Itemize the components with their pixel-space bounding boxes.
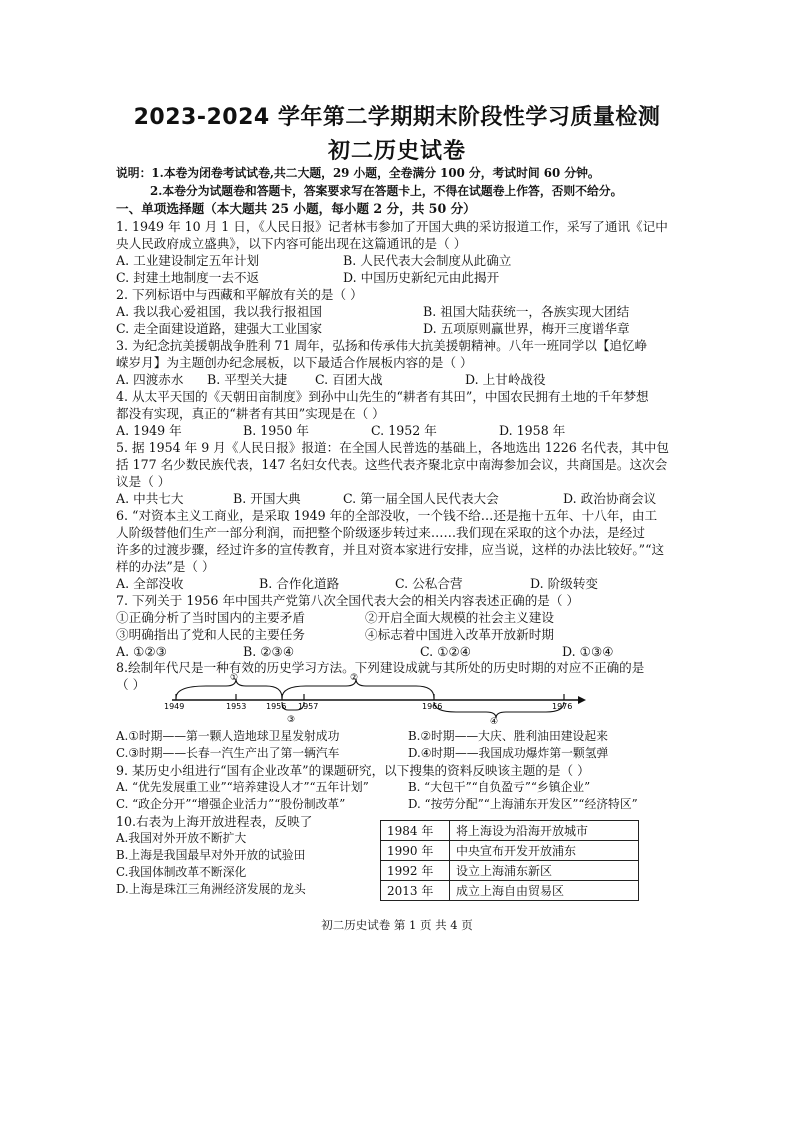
table-row [381,821,639,841]
q7-item-4: ④标志着中国进入改革开放新时期 [365,627,554,642]
q5-option-a: A. 中共七大 [116,491,184,506]
q9-option-b: B. “大包干”“自负盈亏”“乡镇企业” [408,780,591,794]
q8-option-c: C.③时期——长春一汽生产出了第一辆汽车 [116,746,340,760]
q2-option-d: D. 五项原则赢世界，梅开三度谱华章 [423,321,630,336]
q10-stem: 10.右表为上海开放进程表，反映了 [116,814,313,829]
q2-option-b: B. 祖国大陆获统一，各族实现大团结 [423,304,630,319]
q6-stem-line-2: 人阶级替他们生产一部分利润，而把整个阶级逐步转过来……我们现在采取的这个办法，是经过 [116,525,645,540]
timeline-label-1966: 1966 [422,702,443,711]
q8-option-a: A.①时期——第一颗人造地球卫星发射成功 [116,729,340,743]
q10-option-c: C.我国体制改革不断深化 [116,865,247,879]
timeline-label-1956: 1956 [266,702,287,711]
q2-stem: 2. 下列标语中与西藏和平解放有关的是（ ） [116,287,363,302]
q8-stem-line-2: （ ） [116,677,146,692]
q7-option-d: D. ①③④ [562,644,614,659]
q2-option-c: C. 走全面建设道路，建强大工业国家 [116,321,323,336]
section-heading: 一、单项选择题（本大题共 25 小题，每小题 2 分，共 50 分） [116,201,476,216]
q4-option-a: A. 1949 年 [116,423,182,438]
q6-option-c: C. 公私合营 [395,576,463,591]
exam-subtitle: 初二历史试卷 [327,139,466,164]
q1-option-d: D. 中国历史新纪元由此揭开 [343,270,500,285]
q1-stem-line-1: 1. 1949 年 10 月 1 日，《人民日报》记者林韦参加了开国大典的采访报道工作，采写了通讯《记中 [116,219,668,234]
notes-line-2: 2.本卷分为试题卷和答题卡，答案要求写在答题卡上，不得在试题卷上作答，否则不给分。 [150,184,623,198]
page-footer: 初二历史试卷 第 1 页 共 4 页 [321,918,473,932]
q9-stem: 9. 某历史小组进行“国有企业改革”的课题研究，以下搜集的资料反映该主题的是（ ） [116,763,590,778]
table-cell-event: 中央宣布开发开放浦东 [450,841,639,861]
q7-option-c: C. ①②④ [420,644,472,659]
q7-stem: 7. 下列关于 1956 年中国共产党第八次全国代表大会的相关内容表述正确的是（ ） [116,593,580,608]
q5-stem-line-2: 括 177 名少数民族代表，147 名妇女代表。这些代表齐聚北京中南海参加会议，共商国是。这次会 [116,457,668,472]
timeline-ruler [116,672,596,724]
q9-option-c: C. “政企分开”“增强企业活力”“股份制改革” [116,797,346,811]
timeline-label-1976: 1976 [552,702,573,711]
q8-option-d: D.④时期——我国成功爆炸第一颗氢弹 [408,746,609,760]
timeline-label-1953: 1953 [226,702,247,711]
shanghai-opening-table [380,820,639,901]
q6-stem-line-1: 6. “对资本主义工商业，是采取 1949 年的全部没收，一个钱不给…还是拖十五年、十八年，由工 [116,508,658,523]
timeline-mark-4: ④ [490,717,499,724]
q6-stem-line-3: 许多的过渡步骤，经过许多的宣传教育，并且对资本家进行安排，应当说，这样的办法比较好。”“这 [116,542,665,557]
timeline-mark-3: ③ [287,715,296,724]
timeline-mark-1: ① [230,673,239,683]
q6-stem-line-4: 样的办法”是（ ） [116,559,215,574]
q5-stem-line-3: 议是（ ） [116,474,171,489]
timeline-label-1957: 1957 [298,702,319,711]
q1-option-c: C. 封建土地制度一去不返 [116,270,260,285]
q7-item-2: ②开启全面大规模的社会主义建设 [365,610,554,625]
table-row [381,881,639,901]
q8-option-b: B.②时期——大庆、胜利油田建设起来 [408,729,608,743]
q1-stem-line-2: 央人民政府成立盛典》，以下内容可能出现在这篇通讯的是（ ） [116,236,467,251]
q3-option-d: D. 上甘岭战役 [465,372,546,387]
q1-option-b: B. 人民代表大会制度从此确立 [343,253,512,268]
q10-option-a: A.我国对外开放不断扩大 [116,831,247,845]
q10-option-b: B.上海是我国最早对外开放的试验田 [116,848,306,862]
q6-option-a: A. 全部没收 [116,576,184,591]
exam-title: 2023-2024 学年第二学期期末阶段性学习质量检测 [133,105,661,130]
q10-option-d: D.上海是珠江三角洲经济发展的龙头 [116,882,306,896]
table-row [381,841,639,861]
q5-stem-line-1: 5. 据 1954 年 9 月《人民日报》报道：在全国人民普选的基础上，各地选出 1226 名代表，其中包 [116,440,669,455]
q5-option-b: B. 开国大典 [233,491,301,506]
q5-option-c: C. 第一届全国人民代表大会 [343,491,499,506]
q3-option-a: A. 四渡赤水 [116,372,184,387]
q3-stem-line-2: 嵘岁月】为主题创办纪念展板，以下最适合作展板内容的是（ ） [116,355,473,370]
q7-option-a: A. ①②③ [116,644,167,659]
q7-item-3: ③明确指出了党和人民的主要任务 [116,627,305,642]
q2-option-a: A. 我以我心爱祖国，我以我行报祖国 [116,304,323,319]
q7-item-1: ①正确分析了当时国内的主要矛盾 [116,610,305,625]
table-cell-year: 1990 年 [381,841,450,861]
q4-option-b: B. 1950 年 [243,423,309,438]
q4-option-d: D. 1958 年 [499,423,566,438]
q3-stem-line-1: 3. 为纪念抗美援朝战争胜利 71 周年，弘扬和传承伟大抗美援朝精神。八年一班同学以【追忆峥 [116,338,648,353]
q3-option-c: C. 百团大战 [315,372,383,387]
q6-option-b: B. 合作化道路 [259,576,340,591]
table-cell-event: 设立上海浦东新区 [450,861,639,881]
q9-option-a: A. “优先发展重工业”“培养建设人才”“五年计划” [116,780,369,794]
q6-option-d: D. 阶级转变 [530,576,599,591]
table-cell-year: 1984 年 [381,821,450,841]
q9-option-d: D. “按劳分配”“上海浦东开发区”“经济特区” [408,797,638,811]
table-row [381,861,639,881]
q4-stem-line-2: 都没有实现，真正的“耕者有其田”实现是在（ ） [116,406,385,421]
table-cell-event: 成立上海自由贸易区 [450,881,639,901]
q4-stem-line-1: 4. 从太平天国的《天朝田亩制度》到孙中山先生的“耕者有其田”，中国农民拥有土地的千年梦想 [116,389,649,404]
table-cell-event: 将上海设为沿海开放城市 [450,821,639,841]
q3-option-b: B. 平型关大捷 [207,372,288,387]
timeline-label-1949: 1949 [164,702,185,711]
table-cell-year: 2013 年 [381,881,450,901]
q5-option-d: D. 政治协商会议 [563,491,657,506]
q8-stem-line-1: 8.绘制年代尺是一种有效的历史学习方法。下列建设成就与其所处的历史时期的对应不正确的是 [116,660,645,675]
q4-option-c: C. 1952 年 [371,423,437,438]
table-cell-year: 1992 年 [381,861,450,881]
q7-option-b: B. ②③④ [243,644,295,659]
notes-line-1: 说明：1.本卷为闭卷考试试卷,共二大题，29 小题，全卷满分 100 分，考试时间 60 分钟。 [116,166,600,180]
timeline-mark-2: ② [350,673,359,683]
q1-option-a: A. 工业建设制定五年计划 [116,253,260,268]
